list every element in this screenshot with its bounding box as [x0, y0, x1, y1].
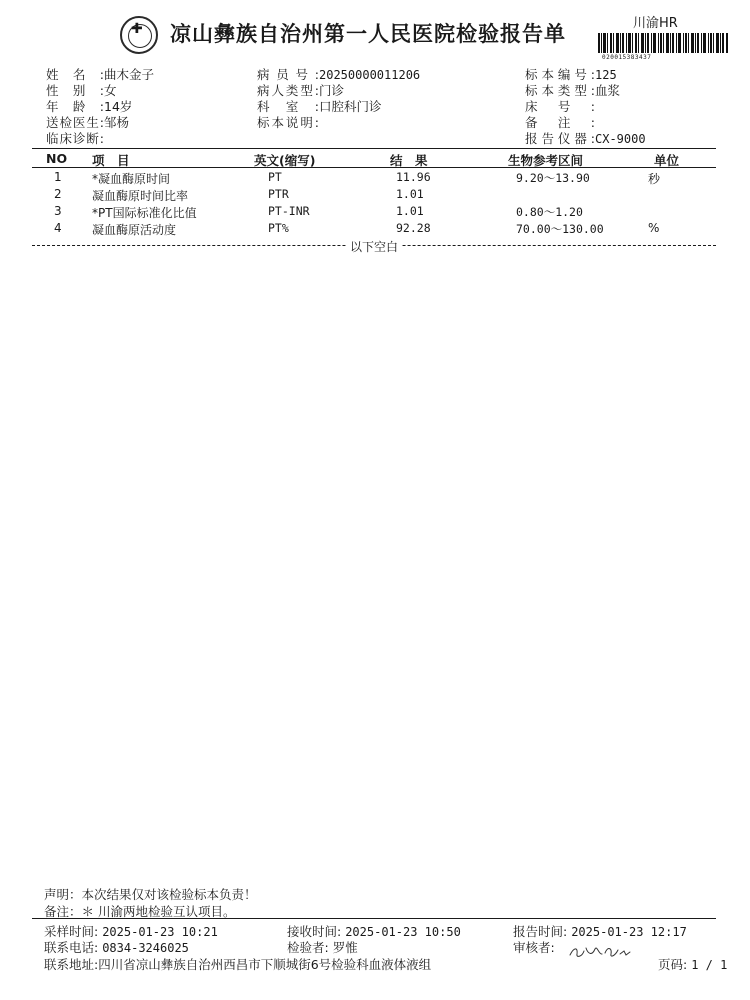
barcode-number: 020015383437 — [602, 54, 652, 61]
row3-range: 0.80～1.20 — [516, 205, 583, 219]
contact-phone: 0834-3246025 — [102, 941, 189, 955]
row2-result: 1.01 — [396, 187, 424, 201]
col-header-range: 生物参考区间 — [508, 153, 584, 168]
row1-english: PT — [268, 170, 282, 184]
patient-number: 20250000011206 — [319, 68, 421, 82]
page-label: 页码: — [658, 957, 688, 972]
address-label: 联系地址: — [44, 957, 99, 972]
sample-time-label: 采样时间: — [44, 924, 99, 939]
col-header-unit: 单位 — [654, 153, 680, 168]
tester-label: 检验者: — [287, 940, 329, 955]
gender-label: 性别: — [46, 83, 104, 98]
footer-top-rule — [32, 918, 716, 919]
specimen-type: 血浆 — [595, 83, 621, 98]
col-header-item: 项 目 — [92, 153, 130, 168]
mutual-recognition-mark: 川渝HR — [633, 16, 678, 31]
diagnosis-label: 临床诊断: — [46, 131, 104, 146]
patient-type-label: 病人类型: — [257, 83, 319, 98]
hospital-logo — [120, 16, 158, 54]
row3-result: 1.01 — [396, 204, 424, 218]
footer-remark: 备注：＊ 川渝两地检验互认项目。 — [44, 904, 236, 919]
row4-no: 4 — [54, 221, 62, 235]
specimen-note-label: 标本说明: — [257, 115, 319, 130]
reviewer-row — [513, 938, 555, 956]
address-row — [44, 955, 431, 973]
patient-no-label: 病员号: — [257, 67, 319, 82]
blank-below-text: 以下空白 — [346, 238, 402, 255]
receive-time-label: 接收时间: — [287, 924, 342, 939]
col-header-english: 英文(缩写) — [254, 153, 316, 168]
tester-row — [287, 938, 358, 956]
specimen-note-row — [257, 113, 319, 131]
col-header-result: 结 果 — [390, 153, 428, 168]
remark-label: 备注: — [525, 115, 595, 130]
row1-range: 9.20～13.90 — [516, 171, 590, 185]
receive-time: 2025-01-23 10:50 — [345, 925, 461, 939]
department-label: 科室: — [257, 99, 319, 114]
instrument-row — [525, 129, 646, 147]
table-header-rule — [32, 167, 716, 168]
patient-age: 14岁 — [104, 99, 133, 114]
row3-item: *PT国际标准化比值 — [92, 206, 197, 220]
row1-result: 11.96 — [396, 170, 431, 184]
row4-range: 70.00～130.00 — [516, 222, 604, 236]
instrument-label: 报告仪器: — [525, 131, 595, 146]
row4-result: 92.28 — [396, 221, 431, 235]
patient-gender: 女 — [104, 83, 117, 98]
report-time: 2025-01-23 12:17 — [571, 925, 687, 939]
sample-time: 2025-01-23 10:21 — [102, 925, 218, 939]
reviewer-signature — [568, 942, 632, 962]
row1-item: *凝血酶原时间 — [92, 172, 171, 186]
row3-no: 3 — [54, 204, 62, 218]
patient-type: 门诊 — [319, 83, 345, 98]
phone-label: 联系电话: — [44, 940, 99, 955]
instrument: CX-9000 — [595, 132, 646, 146]
specimen-type-label: 标本类型: — [525, 83, 595, 98]
col-header-no: NO — [46, 151, 68, 166]
row1-no: 1 — [54, 170, 62, 184]
diagnosis-row — [46, 129, 104, 147]
tester-name: 罗惟 — [332, 940, 358, 955]
specimen-number: 125 — [595, 68, 617, 82]
reviewer-label: 审核者: — [513, 940, 555, 955]
row4-item: 凝血酶原活动度 — [92, 223, 177, 237]
report-title: 凉山彝族自治州第一人民医院检验报告单 — [170, 22, 566, 46]
logo-cross-icon: ✚ — [131, 21, 143, 37]
table-top-rule — [32, 148, 716, 149]
row1-unit: 秒 — [648, 172, 661, 186]
row4-english: PT% — [268, 221, 289, 235]
doctor-label: 送检医生: — [46, 115, 104, 130]
department: 口腔科门诊 — [319, 99, 382, 114]
row2-no: 2 — [54, 187, 62, 201]
row4-unit: % — [648, 221, 660, 235]
row2-english: PTR — [268, 187, 289, 201]
report-time-label: 报告时间: — [513, 924, 568, 939]
row3-english: PT-INR — [268, 204, 310, 218]
contact-address: 四川省凉山彝族自治州西昌市下顺城街6号检验科血液体液组 — [98, 957, 432, 972]
patient-name: 曲木金子 — [104, 67, 155, 82]
page-number: 1 / 1 — [691, 958, 728, 972]
statement: 声明：本次结果仅对该检验标本负责！ — [44, 887, 257, 902]
page-row — [658, 955, 727, 973]
age-label: 年龄: — [46, 99, 104, 114]
phone-row — [44, 938, 189, 956]
specimen-no-label: 标本编号: — [525, 67, 595, 82]
name-label: 姓名: — [46, 67, 104, 82]
referring-doctor: 邹杨 — [104, 115, 130, 130]
row2-item: 凝血酶原时间比率 — [92, 189, 189, 203]
barcode — [598, 33, 728, 53]
bed-label: 床号: — [525, 99, 595, 114]
